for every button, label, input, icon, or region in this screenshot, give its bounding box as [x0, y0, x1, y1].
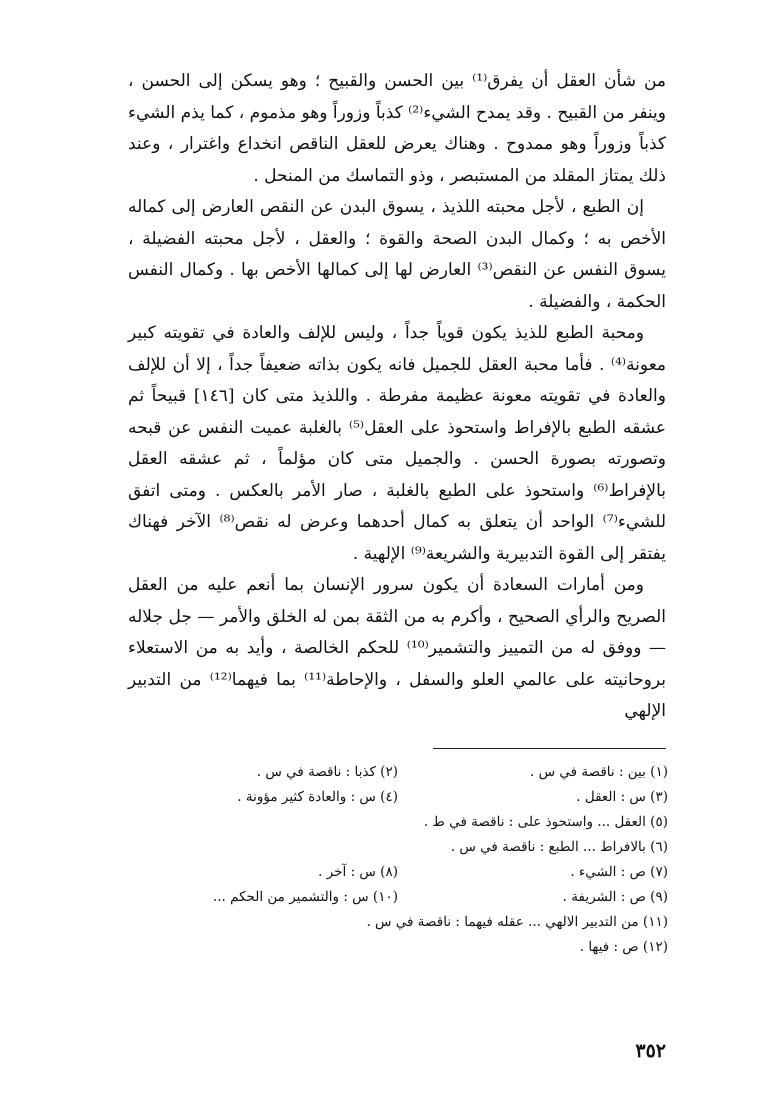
footnote-row — [128, 785, 668, 810]
footnotes — [128, 760, 668, 960]
paragraph: من شأن العقل أن يفرق⁽¹⁾ بين الحسن والقبيح ؛ وهو يسكن إلى الحسن ، وينفر من القبيح . وقد يمدح الشيء⁽²⁾ كذباً وزوراً وهو مذموم ، كما يذم الشيء كذباً وزوراً وهو ممدوح . وهناك يعرض للعقل الناقص انخداع واغترار ، وعند ذلك يمتاز المقلد من المستبصر ، وذو التماسك من المنحل . — [128, 71, 667, 186]
footnote: (٢) كذبا : ناقصة في س . — [256, 764, 398, 780]
main-text — [128, 66, 666, 728]
footnote: (١٠) س : والتشمير من الحكم ... — [212, 889, 398, 905]
footnote-row — [128, 885, 668, 910]
footnote: (٩) ص : الشريفة . — [562, 889, 668, 905]
footnote: (٨) س : آخر . — [318, 864, 398, 880]
footnote-row — [128, 835, 668, 860]
footnote: (١) بين : ناقصة في س . — [530, 764, 668, 780]
footnote-row — [128, 910, 668, 935]
paragraph: ومن أمارات السعادة أن يكون سرور الإنسان بما أنعم عليه من العقل الصريح والرأي الصحيح ، وأكرم به من الثقة بمن له الخلق والأمر — جل جلاله — ووفق له من التمييز والتشمير⁽¹⁰⁾ للحكم الخالصة ، وأيد به من الاستعلاء بروحانيته على عالمي العلو والسفل ، والإحاطة⁽¹¹⁾ بما فيهما⁽¹²⁾ من التدبير الإلهي — [128, 575, 667, 721]
footnote-row — [128, 810, 668, 835]
page-number: ٣٥٢ — [635, 1040, 666, 1062]
paragraph: إن الطبع ، لأجل محبته اللذيذ ، يسوق البدن عن النقص العارض إلى كماله الأخص به ؛ وكمال البدن الصحة والقوة ؛ والعقل ، لأجل محبته الفضيلة ، يسوق النفس عن النقص⁽³⁾ العارض لها إلى كمالها الأخص بها . وكمال النفس الحكمة ، والفضيلة . — [128, 197, 666, 312]
footnote: (٤) س : والعادة كثير مؤونة . — [237, 789, 398, 805]
footnote: (٣) س : العقل . — [576, 789, 668, 805]
footnote-row — [128, 935, 668, 960]
footnote: (٧) ص : الشيء . — [570, 864, 668, 880]
footnote-row — [128, 760, 668, 785]
footnote-divider — [433, 748, 666, 749]
footnote-row — [128, 860, 668, 885]
paragraph: ومحبة الطبع للذيذ يكون قوياً جداً ، وليس للإلف والعادة في تقويته كبير معونة⁽⁴⁾ . فأما محبة العقل للجميل فانه يكون بذاته ضعيفاً جداً ، إلا أن للإلف والعادة في تقويته معونة عظيمة مفرطة . واللذيذ متى كان [١٤٦] قبيحاً ثم عشقه الطبع بالإفراط واستحوذ على العقل⁽⁵⁾ بالغلبة عميت النفس عن قبحه وتصورته بصورة الحسن . والجميل متى كان مؤلماً ، ثم عشقه العقل بالإفراط⁽⁶⁾ واستحوذ على الطبع بالغلبة ، صار الأمر بالعكس . ومتى اتفق للشيء⁽⁷⁾ الواحد أن يتعلق به كمال أحدهما وعرض له نقص⁽⁸⁾ الآخر فهناك يفتقر إلى القوة التدبيرية والشريعة⁽⁹⁾ الإلهية . — [128, 323, 667, 564]
footnote: (١١) من التدبير الالهي ... عقله فيهما : ناقصة في س . — [366, 914, 668, 930]
footnote: (٦) بالافراط ... الطبع : ناقصة في س . — [450, 839, 668, 855]
footnote: (٥) العقل ... واستحوذ على : ناقصة في ط . — [423, 814, 668, 830]
footnote: (١٢) ص : فيها . — [579, 939, 668, 955]
